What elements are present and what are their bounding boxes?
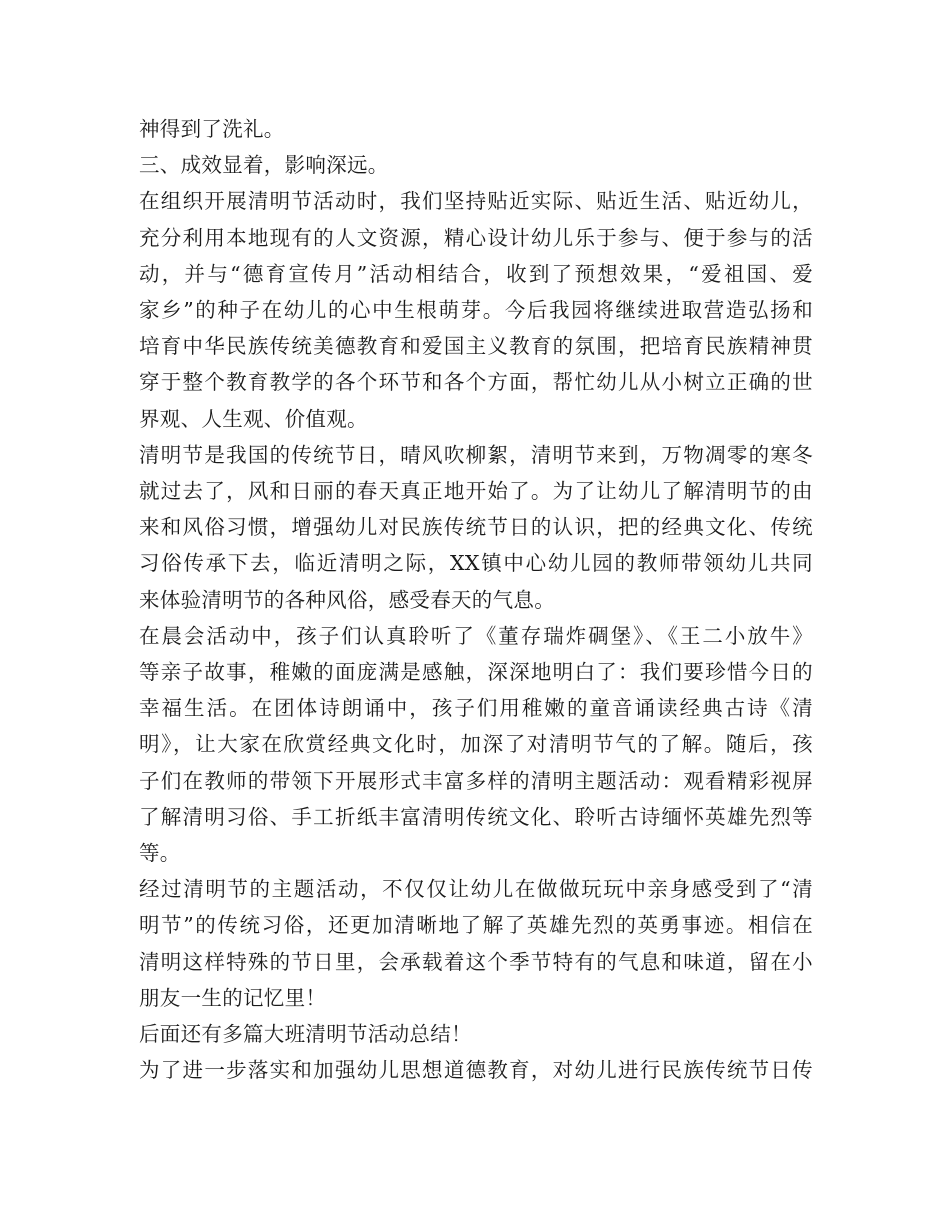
paragraph-line: 来体验清明节的各种风俗，感受春天的气息。 (139, 587, 555, 612)
paragraph-line: 来和风俗习惯，增强幼儿对民族传统节日的认识，把的经典文化、传统 (139, 515, 813, 540)
paragraph-line: 就过去了，风和日丽的春天真正地开始了。为了让幼儿了解清明节的由 (139, 479, 813, 504)
paragraph-line: 朋友一生的记忆里！ (139, 985, 327, 1010)
paragraph-line: 动，并与“德育宣传月”活动相结合，收到了预想效果，“爱祖国、爱 (139, 261, 813, 286)
paragraph-line: 子们在教师的带领下开展形式丰富多样的清明主题活动：观看精彩视屏 (139, 768, 813, 793)
paragraph-line: 清明这样特殊的节日里，会承载着这个季节特有的气息和味道，留在小 (139, 949, 813, 974)
paragraph-line: 在晨会活动中，孩子们认真聆听了《董存瑞炸碉堡》、《王二小放牛》 (139, 623, 813, 648)
paragraph-line: 神得到了洗礼。 (139, 117, 285, 141)
paragraph-line: 后面还有多篇大班清明节活动总结！ (139, 1022, 472, 1047)
paragraph-line: 充分利用本地现有的人文资源，精心设计幼儿乐于参与、便于参与的活 (139, 225, 813, 250)
paragraph-line: 习俗传承下去，临近清明之际，XX镇中心幼儿园的教师带领幼儿共同 (139, 551, 813, 576)
paragraph-line: 穿于整个教育教学的各个环节和各个方面，帮忙幼儿从小树立正确的世 (139, 370, 813, 395)
paragraph-line: 明节”的传统习俗，还更加清晰地了解了英雄先烈的英勇事迹。相信在 (139, 913, 813, 938)
section-heading: 三、成效显着，影响深远。 (139, 153, 389, 178)
paragraph-line: 明》，让大家在欣赏经典文化时，加深了对清明节气的了解。随后，孩 (139, 732, 813, 757)
paragraph-line: 幸福生活。在团体诗朗诵中，孩子们用稚嫩的童音诵读经典古诗《清 (139, 696, 813, 721)
paragraph-line: 为了进一步落实和加强幼儿思想道德教育，对幼儿进行民族传统节日传 (139, 1058, 813, 1083)
document-body (139, 111, 813, 1088)
paragraph-line: 经过清明节的主题活动，不仅仅让幼儿在做做玩玩中亲身感受到了“清 (139, 877, 813, 902)
paragraph-line: 培育中华民族传统美德教育和爱国主义教育的氛围，把培育民族精神贯 (139, 334, 813, 359)
paragraph-line: 在组织开展清明节活动时，我们坚持贴近实际、贴近生活、贴近幼儿， (139, 189, 813, 214)
paragraph-line: 界观、人生观、价值观。 (139, 406, 368, 431)
paragraph-line: 家乡”的种子在幼儿的心中生根萌芽。今后我园将继续进取营造弘扬和 (139, 298, 813, 323)
paragraph-line: 等亲子故事，稚嫩的面庞满是感触，深深地明白了：我们要珍惜今日的 (139, 660, 813, 685)
paragraph-line: 了解清明习俗、手工折纸丰富清明传统文化、聆听古诗缅怀英雄先烈等 (139, 804, 813, 829)
paragraph-line: 等。 (139, 841, 181, 866)
paragraph-line: 清明节是我国的传统节日，晴风吹柳絮，清明节来到，万物凋零的寒冬 (139, 442, 813, 467)
